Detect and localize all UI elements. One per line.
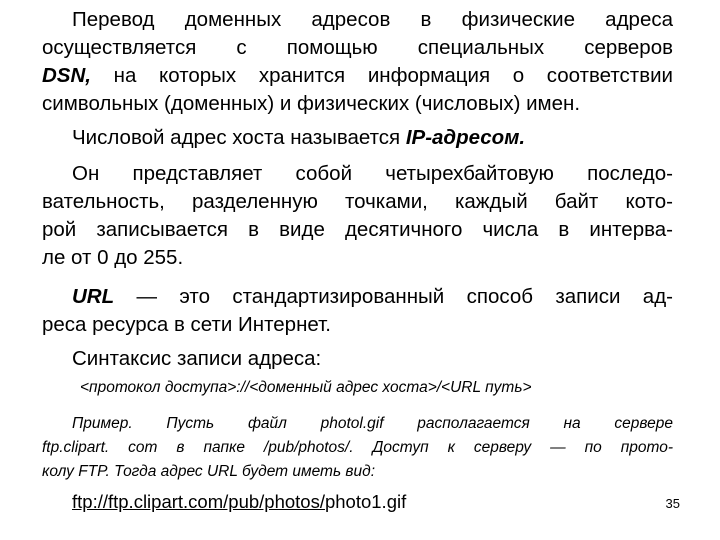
paragraph-1-line-4: символьных (доменных) и физических (числовых) имен. [42, 92, 581, 115]
example-line-2: ftp.clipart. com в папке /pub/photos/. Доступ к серверу — по прото- [42, 439, 673, 456]
paragraph-2: Числовой адрес хоста называется IP-адресом. [72, 126, 526, 149]
paragraph-4-line-1: URL — это стандартизированный способ записи ад- [72, 285, 673, 308]
paragraph-4-line-2: реса ресурса в сети Интернет. [42, 313, 331, 336]
paragraph-3-line-3: рой записывается в виде десятичного числа в интерва- [42, 218, 673, 241]
example-line-3: колу FTP. Тогда адрес URL будет иметь вид: [42, 463, 376, 480]
paragraph-3-line-1: Он представляет собой четырехбайтовую последо- [72, 162, 673, 185]
dsn-term: DSN, [42, 64, 91, 87]
url-link[interactable]: ftp://ftp.clipart.com/pub/photos/ [72, 491, 325, 512]
paragraph-3-line-4: ле от 0 до 255. [42, 246, 184, 269]
paragraph-1-line-2: осуществляется с помощью специальных серверов [42, 36, 673, 59]
page-number: 35 [665, 496, 680, 511]
paragraph-1-line-1: Перевод доменных адресов в физические адреса [72, 8, 673, 31]
example-line-1: Пример. Пусть файл photol.gif располагается на сервере [72, 415, 673, 432]
ip-address-term: IP-адресом. [405, 126, 526, 149]
paragraph-5: Синтаксис записи адреса: [72, 347, 322, 370]
paragraph-3-line-2: вательность, разделенную точками, каждый байт кото- [42, 190, 673, 213]
paragraph-1-line-3: DSN, на которых хранится информация о соответствии [42, 64, 673, 87]
url-term: URL [72, 285, 115, 308]
example-url: ftp://ftp.clipart.com/pub/photos/photo1.gif [72, 491, 407, 512]
url-syntax: <протокол доступа>://<доменный адрес хоста>/<URL путь> [80, 379, 532, 396]
